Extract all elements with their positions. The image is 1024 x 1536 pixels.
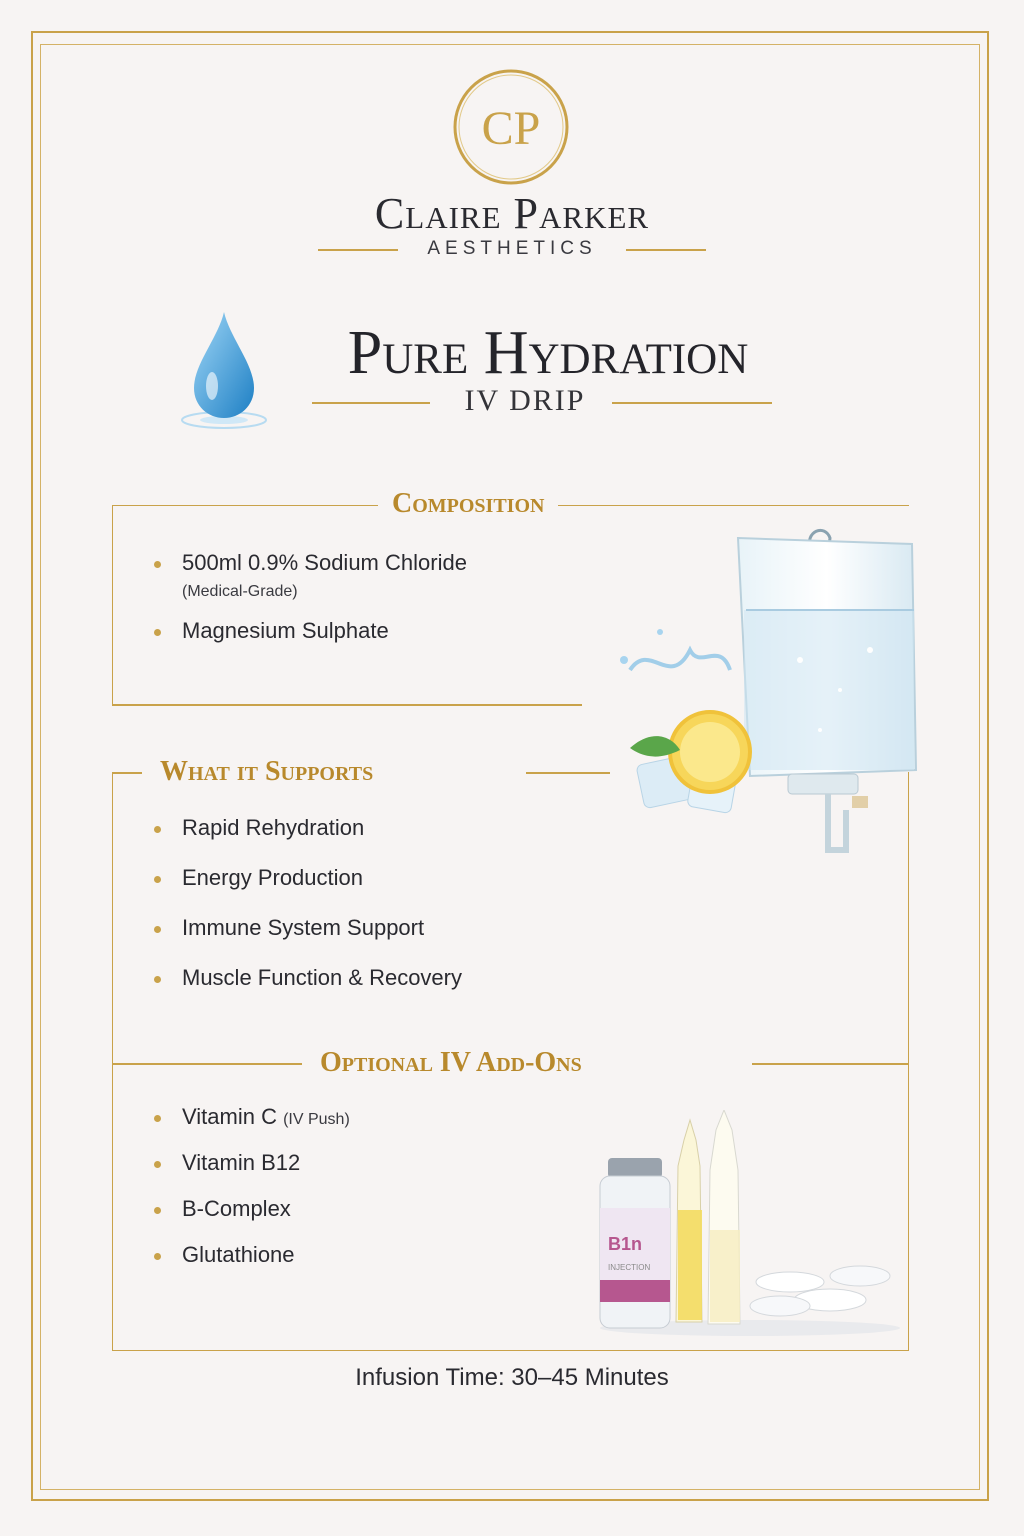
addons-item-label: Vitamin C [182, 1104, 277, 1129]
page-subtitle: IV DRIP [464, 384, 586, 417]
composition-bottom-rule [112, 704, 582, 706]
addons-top-rule-left [112, 1063, 302, 1065]
addons-item-label: B-Complex [182, 1196, 291, 1221]
addons-item [154, 1242, 350, 1268]
infusion-time: Infusion Time: 30–45 Minutes [355, 1364, 669, 1391]
supports-item: Energy Production [154, 865, 462, 891]
supports-top-rule-right [526, 772, 610, 774]
brand-name: Claire Parker [374, 189, 650, 238]
vial-label: B1n [608, 1234, 643, 1254]
supports-item: Muscle Function & Recovery [154, 965, 462, 991]
monogram-text: CP [481, 102, 541, 155]
brand-sub: AESTHETICS [427, 238, 597, 259]
supports-top-rule-left [112, 772, 142, 774]
composition-title: Composition [378, 488, 558, 520]
addons-item [154, 1150, 350, 1176]
monogram-logo [452, 68, 570, 186]
addons-list [154, 1104, 350, 1268]
brand-sub-line [318, 238, 706, 262]
addons-item [154, 1196, 350, 1222]
composition-list [154, 550, 467, 644]
page-title: Pure Hydration [347, 319, 749, 387]
subtitle-rule-right [612, 402, 772, 404]
composition-item [154, 618, 467, 644]
composition-item [154, 550, 467, 602]
composition-item-label: 500ml 0.9% Sodium Chloride [182, 550, 467, 575]
supports-list [154, 815, 462, 991]
vial-sublabel: INJECTION [608, 1263, 651, 1272]
addons-item-note: (IV Push) [283, 1111, 350, 1128]
addons-top-rule-right [752, 1063, 909, 1065]
composition-item-note: (Medical-Grade) [182, 583, 298, 600]
water-drop-icon [178, 308, 274, 438]
vials-illustration [590, 1110, 900, 1340]
composition-item-label: Magnesium Sulphate [182, 618, 389, 643]
addons-item-label: Glutathione [182, 1242, 295, 1267]
addons-title: Optional IV Add-Ons [306, 1047, 596, 1079]
supports-item: Immune System Support [154, 915, 462, 941]
supports-title: What it Supports [146, 756, 387, 788]
addons-item-label: Vitamin B12 [182, 1150, 301, 1175]
addons-item [154, 1104, 350, 1130]
supports-item: Rapid Rehydration [154, 815, 462, 841]
brand-rule-right [626, 249, 706, 251]
